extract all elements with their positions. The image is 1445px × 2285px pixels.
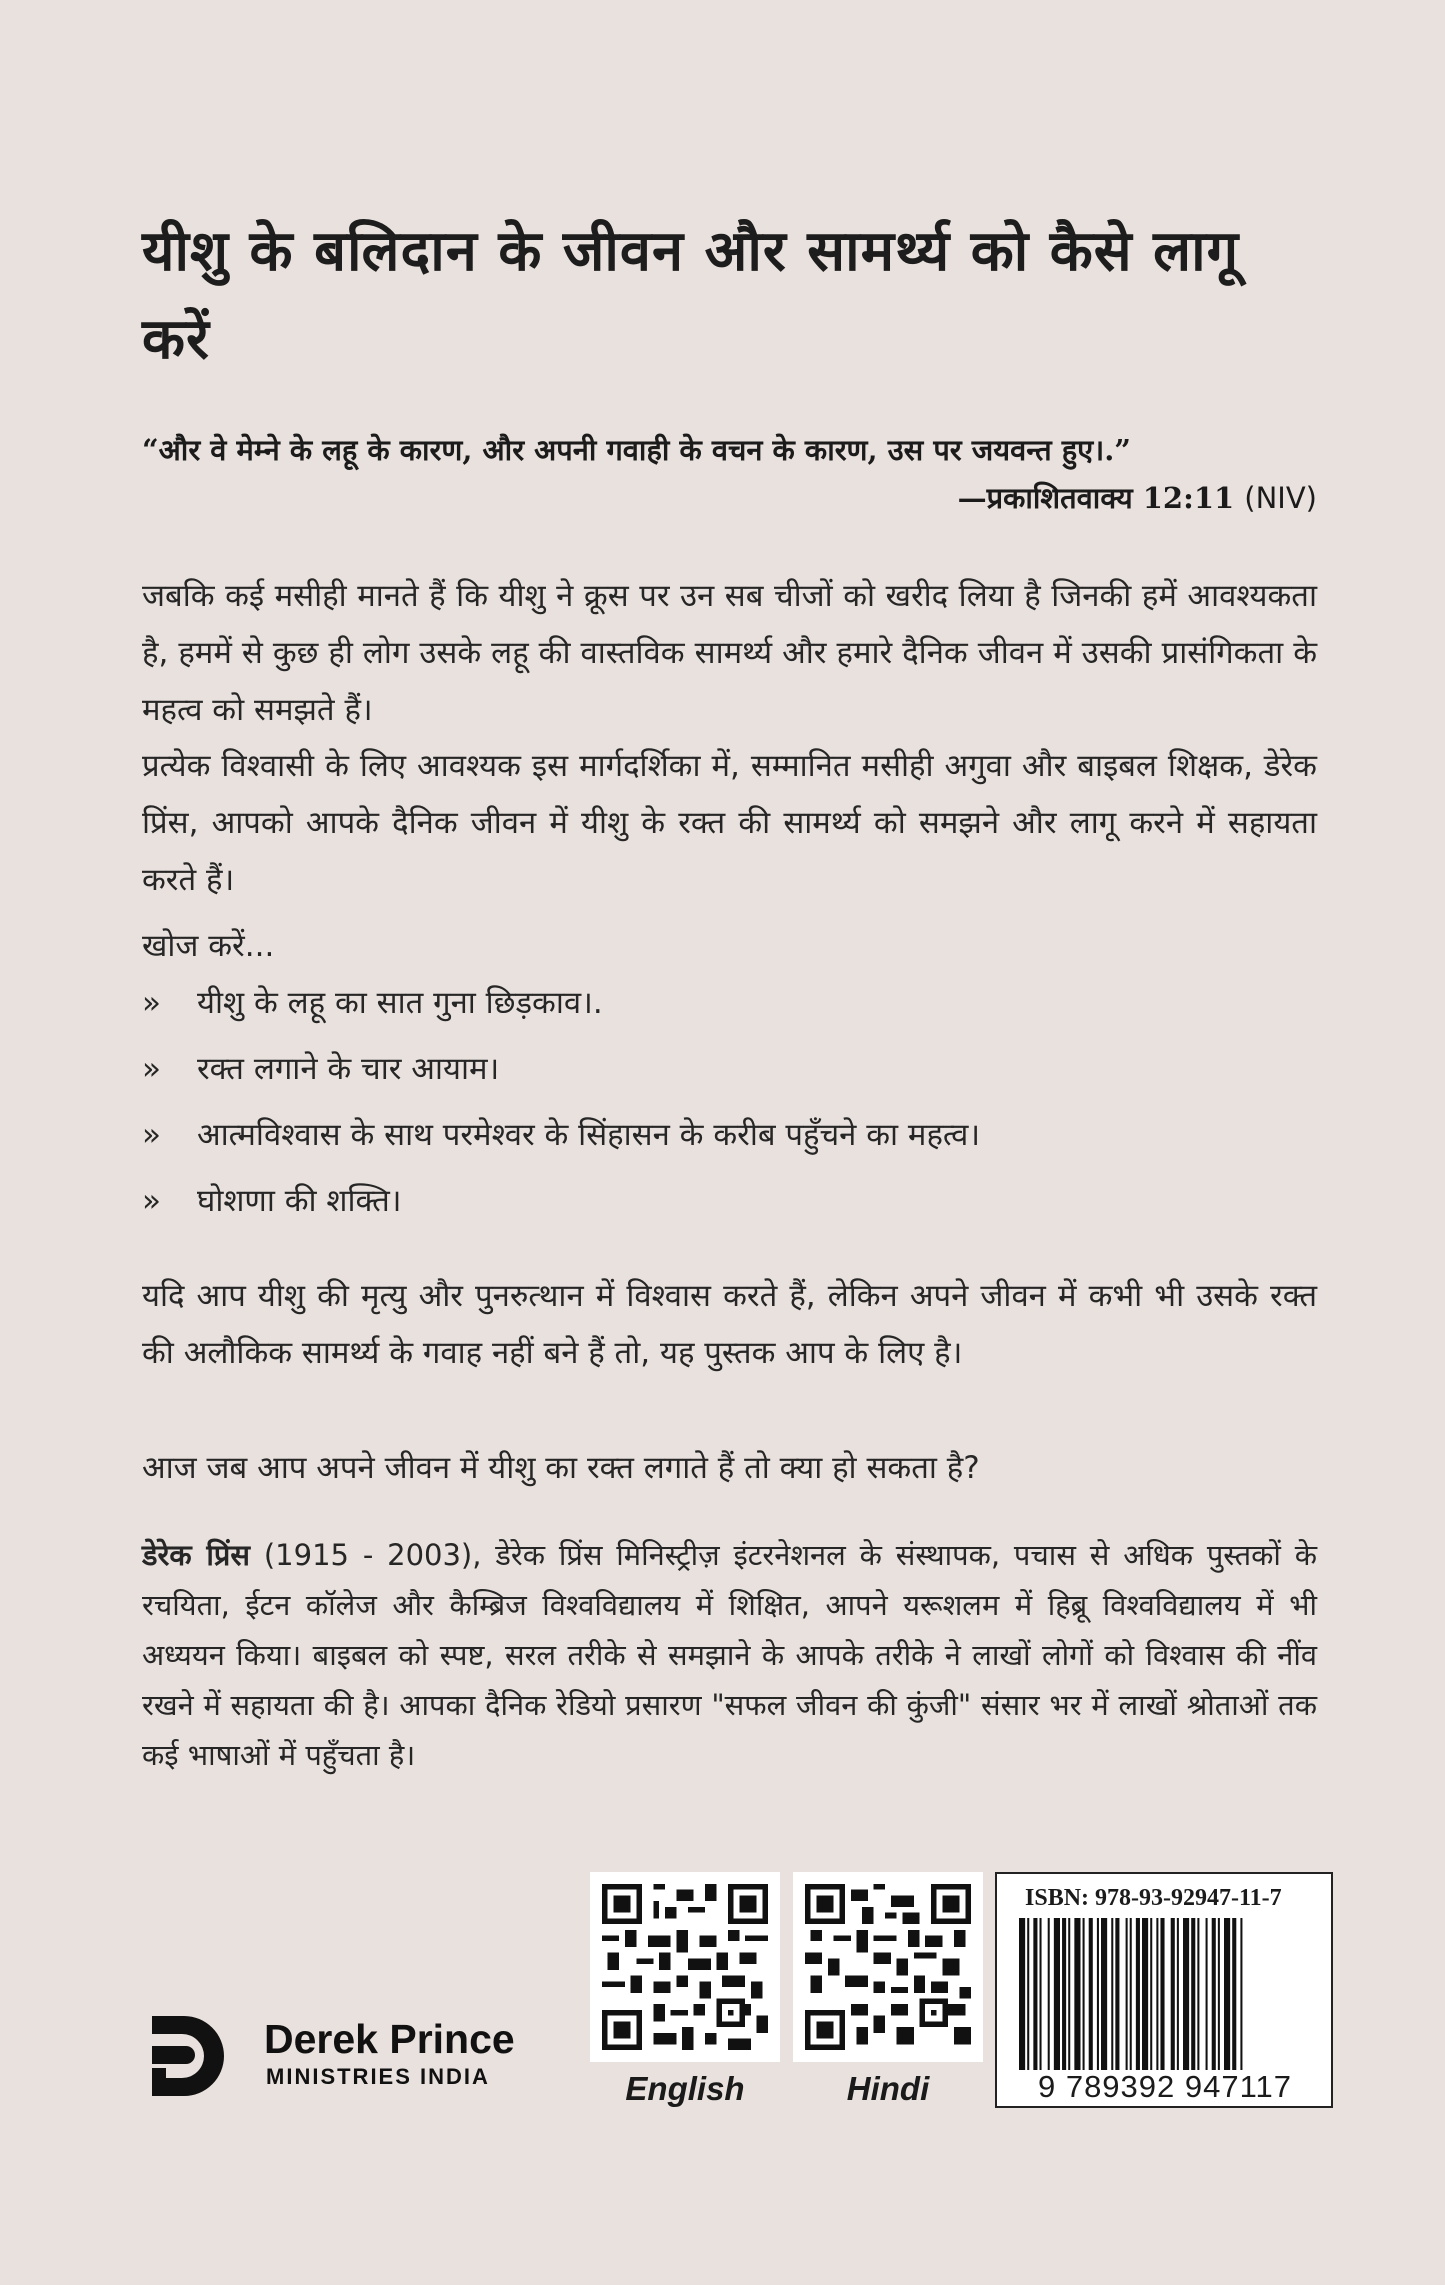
list-item [142, 1115, 1317, 1181]
audience-paragraph: यदि आप यीशु की मृत्यु और पुनरुत्थान में विश्वास करते हैं, लेकिन अपने जीवन में कभी भी उसके रक्त की अलौकिक सामर्थ्य के गवाह नहीं बने हैं तो, यह पुस्तक आप के लिए है। [142, 1278, 1317, 1371]
book-title: यीशु के बलिदान के जीवन और सामर्थ्य को कैसे लागू करें [142, 219, 1240, 372]
author-years: (1915 - 2003), [263, 1538, 482, 1572]
author-bio-text: डेरेक प्रिंस मिनिस्ट्रीज़ इंटरनेशनल के संस्थापक, पचास से अधिक पुस्तकों के रचयिता, ईटन कॉलेज और कैम्ब्रिज विश्वविद्यालय में शिक्षित, आपने यरूशलम में हिब्रू विश्वविद्यालय में भी अध्ययन किया। बाइबल को स्पष्ट, सरल तरीके से समझाने के आपके तरीके ने लाखों लोगों को विश्वास की नींव रखने में सहायता की है। आपका दैनिक रेडियो प्रसारण "सफल जीवन की कुंजी" संसार भर में लाखों श्रोताओं तक कई भाषाओं में पहुँचता है। [142, 1538, 1318, 1772]
list-item-text: रक्त लगाने के चार आयाम। [197, 1051, 500, 1087]
author-name: डेरेक प्रिंस [142, 1538, 250, 1572]
isbn-barcode [995, 1872, 1333, 2108]
topic-list [142, 983, 1317, 1247]
isbn-number: ISBN: 978-93-92947-11-7 [1025, 1885, 1282, 1911]
guide-paragraph: प्रत्येक विश्वासी के लिए आवश्यक इस मार्गदर्शिका में, सम्मानित मसीही अगुवा और बाइबल शिक्षक, डेरेक प्रिंस, आपको आपके दैनिक जीवन में यीशु के रक्त की सामर्थ्य को समझने और लागू करने में सहायता करते हैं। [142, 748, 1317, 898]
author-bio [142, 1530, 1317, 1780]
publisher-subtitle: MINISTRIES INDIA [266, 2064, 490, 2089]
list-item [142, 1049, 1317, 1115]
bullet-marker: » [142, 1117, 161, 1153]
explore-heading: खोज करें... [142, 928, 275, 964]
barcode-icon [1019, 1918, 1313, 2070]
derek-prince-logo-icon [148, 2012, 230, 2100]
qr-code-icon [805, 1884, 971, 2050]
bullet-marker: » [142, 985, 161, 1021]
list-item [142, 1181, 1317, 1247]
question-paragraph: आज जब आप अपने जीवन में यीशु का रक्त लगाते हैं तो क्या हो सकता है? [142, 1450, 980, 1486]
list-item-text: घोशणा की शक्ति। [197, 1183, 402, 1219]
scripture-quote: “और वे मेम्ने के लहू के कारण, और अपनी गवाही के वचन के कारण, उस पर जयवन्त हुए।.” [142, 433, 1131, 467]
bullet-marker: » [142, 1051, 161, 1087]
intro-paragraph: जबकि कई मसीही मानते हैं कि यीशु ने क्रूस पर उन सब चीजों को खरीद लिया है जिनकी हमें आवश्यकता है, हममें से कुछ ही लोग उसके लहू की वास्तविक सामर्थ्य और हमारे दैनिक जीवन में उसकी प्रासंगिकता के महत्व को समझते हैं। [142, 578, 1317, 728]
list-item-text: आत्मविश्वास के साथ परमेश्वर के सिंहासन के करीब पहुँचने का महत्व। [197, 1117, 981, 1153]
qr-code-english[interactable] [590, 1872, 780, 2062]
qr-code-hindi[interactable] [793, 1872, 983, 2062]
bullet-marker: » [142, 1183, 161, 1219]
qr-code-icon [602, 1884, 768, 2050]
list-item-text: यीशु के लहू का सात गुना छिड़काव।. [197, 985, 603, 1021]
qr-label-english: English [625, 2070, 745, 2107]
reference-text: —प्रकाशितवाक्य 12:11 [957, 481, 1235, 515]
barcode-digits: 9 789392 947117 [1037, 2069, 1293, 2104]
list-item [142, 983, 1317, 1049]
bible-version: (NIV) [1244, 481, 1317, 515]
scripture-reference [958, 478, 1317, 518]
publisher-logo [148, 2012, 568, 2102]
qr-label-hindi: Hindi [846, 2070, 930, 2107]
publisher-name: Derek Prince [264, 2016, 515, 2062]
